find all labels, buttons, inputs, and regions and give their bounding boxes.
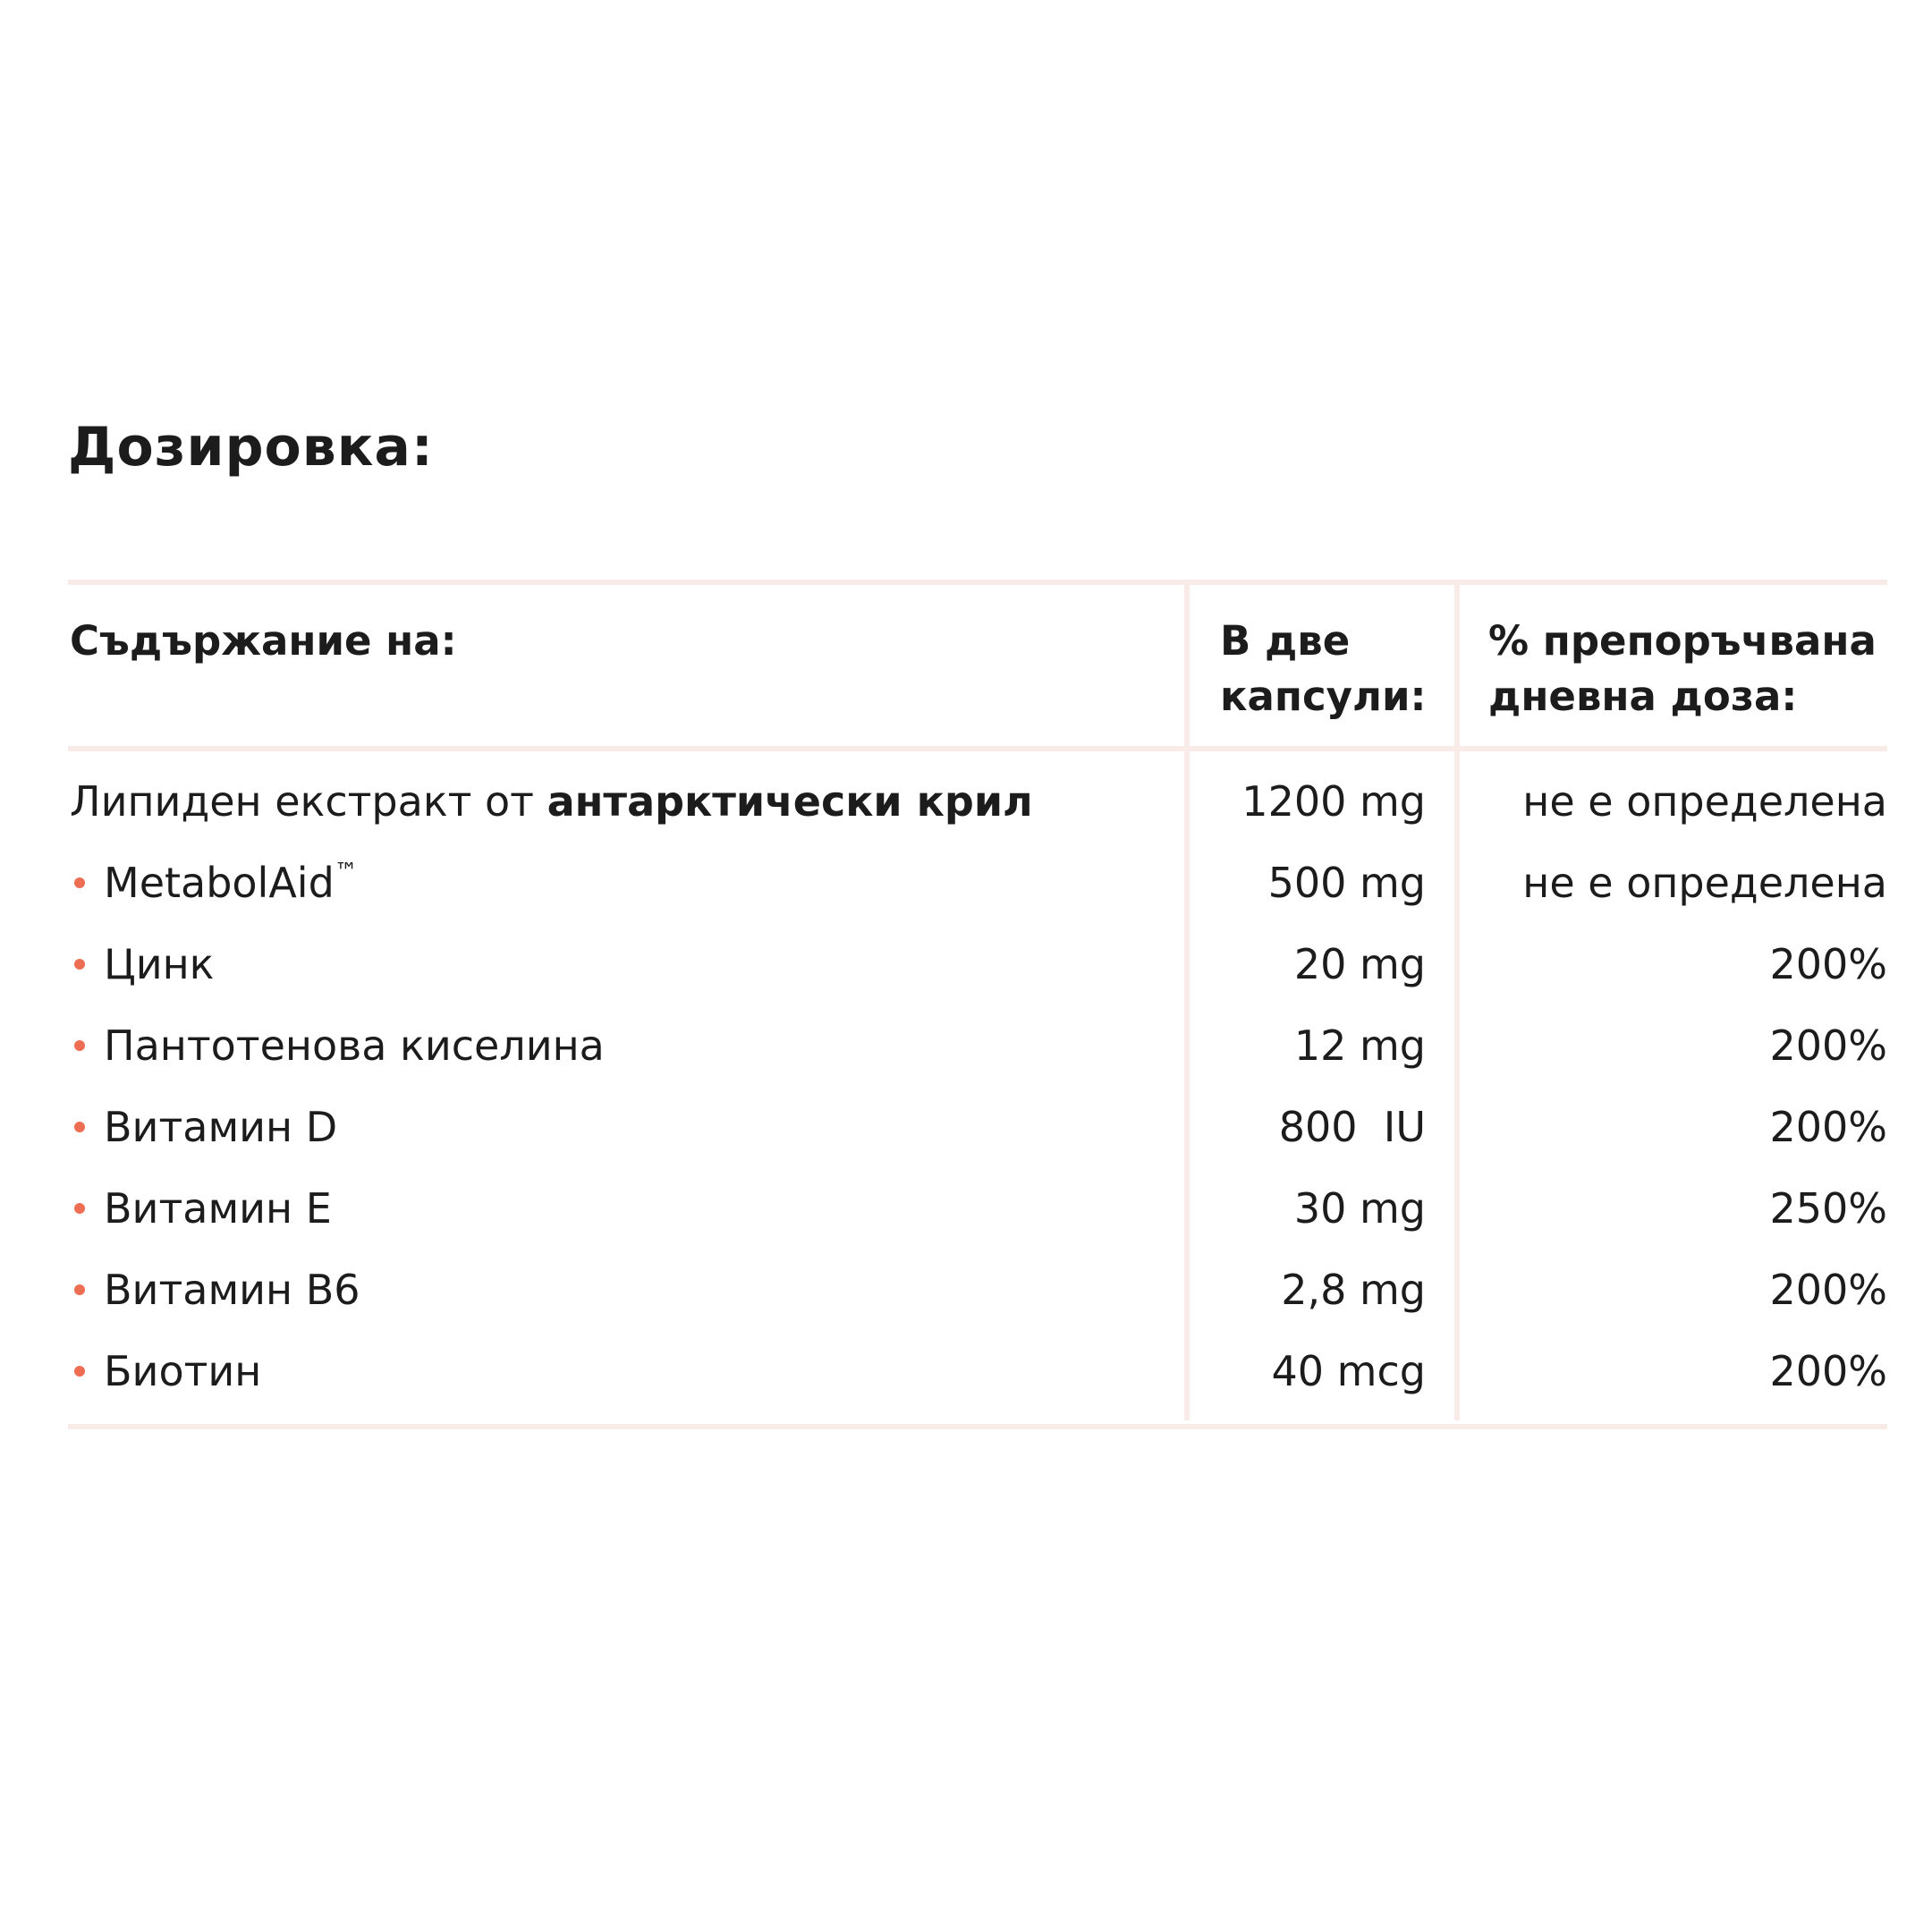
bullet-icon xyxy=(74,1284,85,1295)
ingredient-name-regular: Липиден екстракт от xyxy=(70,776,547,826)
table-row-main xyxy=(68,760,1887,842)
ingredient-name: Витамин D xyxy=(104,1102,338,1151)
ingredient-rdi: не е определена xyxy=(1522,776,1887,826)
ingredient-amount: 1200 mg xyxy=(1241,776,1426,826)
header-ingredient: Съдържание на: xyxy=(70,617,457,665)
ingredient-name: Пантотенова киселина xyxy=(104,1021,605,1070)
ingredient-name-bold: антарктически крил xyxy=(547,776,1033,826)
bullet-icon xyxy=(74,1122,85,1132)
bullet-icon xyxy=(74,877,85,888)
ingredient-name: Витамин E xyxy=(104,1183,332,1233)
dosage-table xyxy=(68,580,1887,1429)
bullet-icon xyxy=(74,1203,85,1214)
ingredient-amount: 20 mg xyxy=(1293,939,1426,988)
header-rdi-line1: % препоръчвана xyxy=(1488,617,1877,665)
ingredient-rdi: 200% xyxy=(1769,1265,1887,1314)
ingredient-name: Биотин xyxy=(104,1346,262,1395)
ingredient-name: MetabolAid xyxy=(104,858,335,907)
header-amount xyxy=(1190,585,1454,746)
bullet-icon xyxy=(74,1366,85,1377)
ingredient-amount: 500 mg xyxy=(1267,858,1426,907)
ingredient-rdi: 200% xyxy=(1769,1102,1887,1151)
table-row xyxy=(68,1004,1887,1086)
ingredient-name: Витамин B6 xyxy=(104,1265,360,1314)
header-rdi xyxy=(1460,585,1887,746)
page-title: Дозировка: xyxy=(68,416,434,479)
ingredient-rdi: 200% xyxy=(1769,1021,1887,1070)
table-header-row xyxy=(68,585,1887,746)
ingredient-name xyxy=(68,777,1184,826)
table-row xyxy=(68,1249,1887,1330)
header-amount-line1: В две xyxy=(1220,617,1351,665)
table-bottom-rule xyxy=(68,1424,1887,1429)
ingredient-rdi: не е определена xyxy=(1522,858,1887,907)
ingredient-rdi: 250% xyxy=(1769,1183,1887,1233)
column-divider xyxy=(1184,580,1190,1420)
bullet-icon xyxy=(74,1040,85,1051)
ingredient-amount: 2,8 mg xyxy=(1281,1265,1426,1314)
header-rdi-line2: дневна доза: xyxy=(1488,673,1798,720)
bullet-icon xyxy=(74,959,85,970)
ingredient-name: Цинк xyxy=(104,939,215,988)
table-row xyxy=(68,1086,1887,1167)
ingredient-amount: 40 mcg xyxy=(1271,1346,1426,1395)
table-row xyxy=(68,1330,1887,1411)
table-row xyxy=(68,842,1887,923)
ingredient-amount: 800 IU xyxy=(1278,1102,1426,1151)
column-divider xyxy=(1454,580,1460,1420)
table-row xyxy=(68,923,1887,1004)
ingredient-rdi: 200% xyxy=(1769,1346,1887,1395)
ingredient-amount: 12 mg xyxy=(1293,1021,1426,1070)
table-row xyxy=(68,1167,1887,1249)
ingredient-rdi: 200% xyxy=(1769,939,1887,988)
header-amount-line2: капсули: xyxy=(1220,673,1427,720)
table-body xyxy=(68,751,1887,1424)
ingredient-amount: 30 mg xyxy=(1293,1183,1426,1233)
trademark-sign: ™ xyxy=(334,858,358,886)
